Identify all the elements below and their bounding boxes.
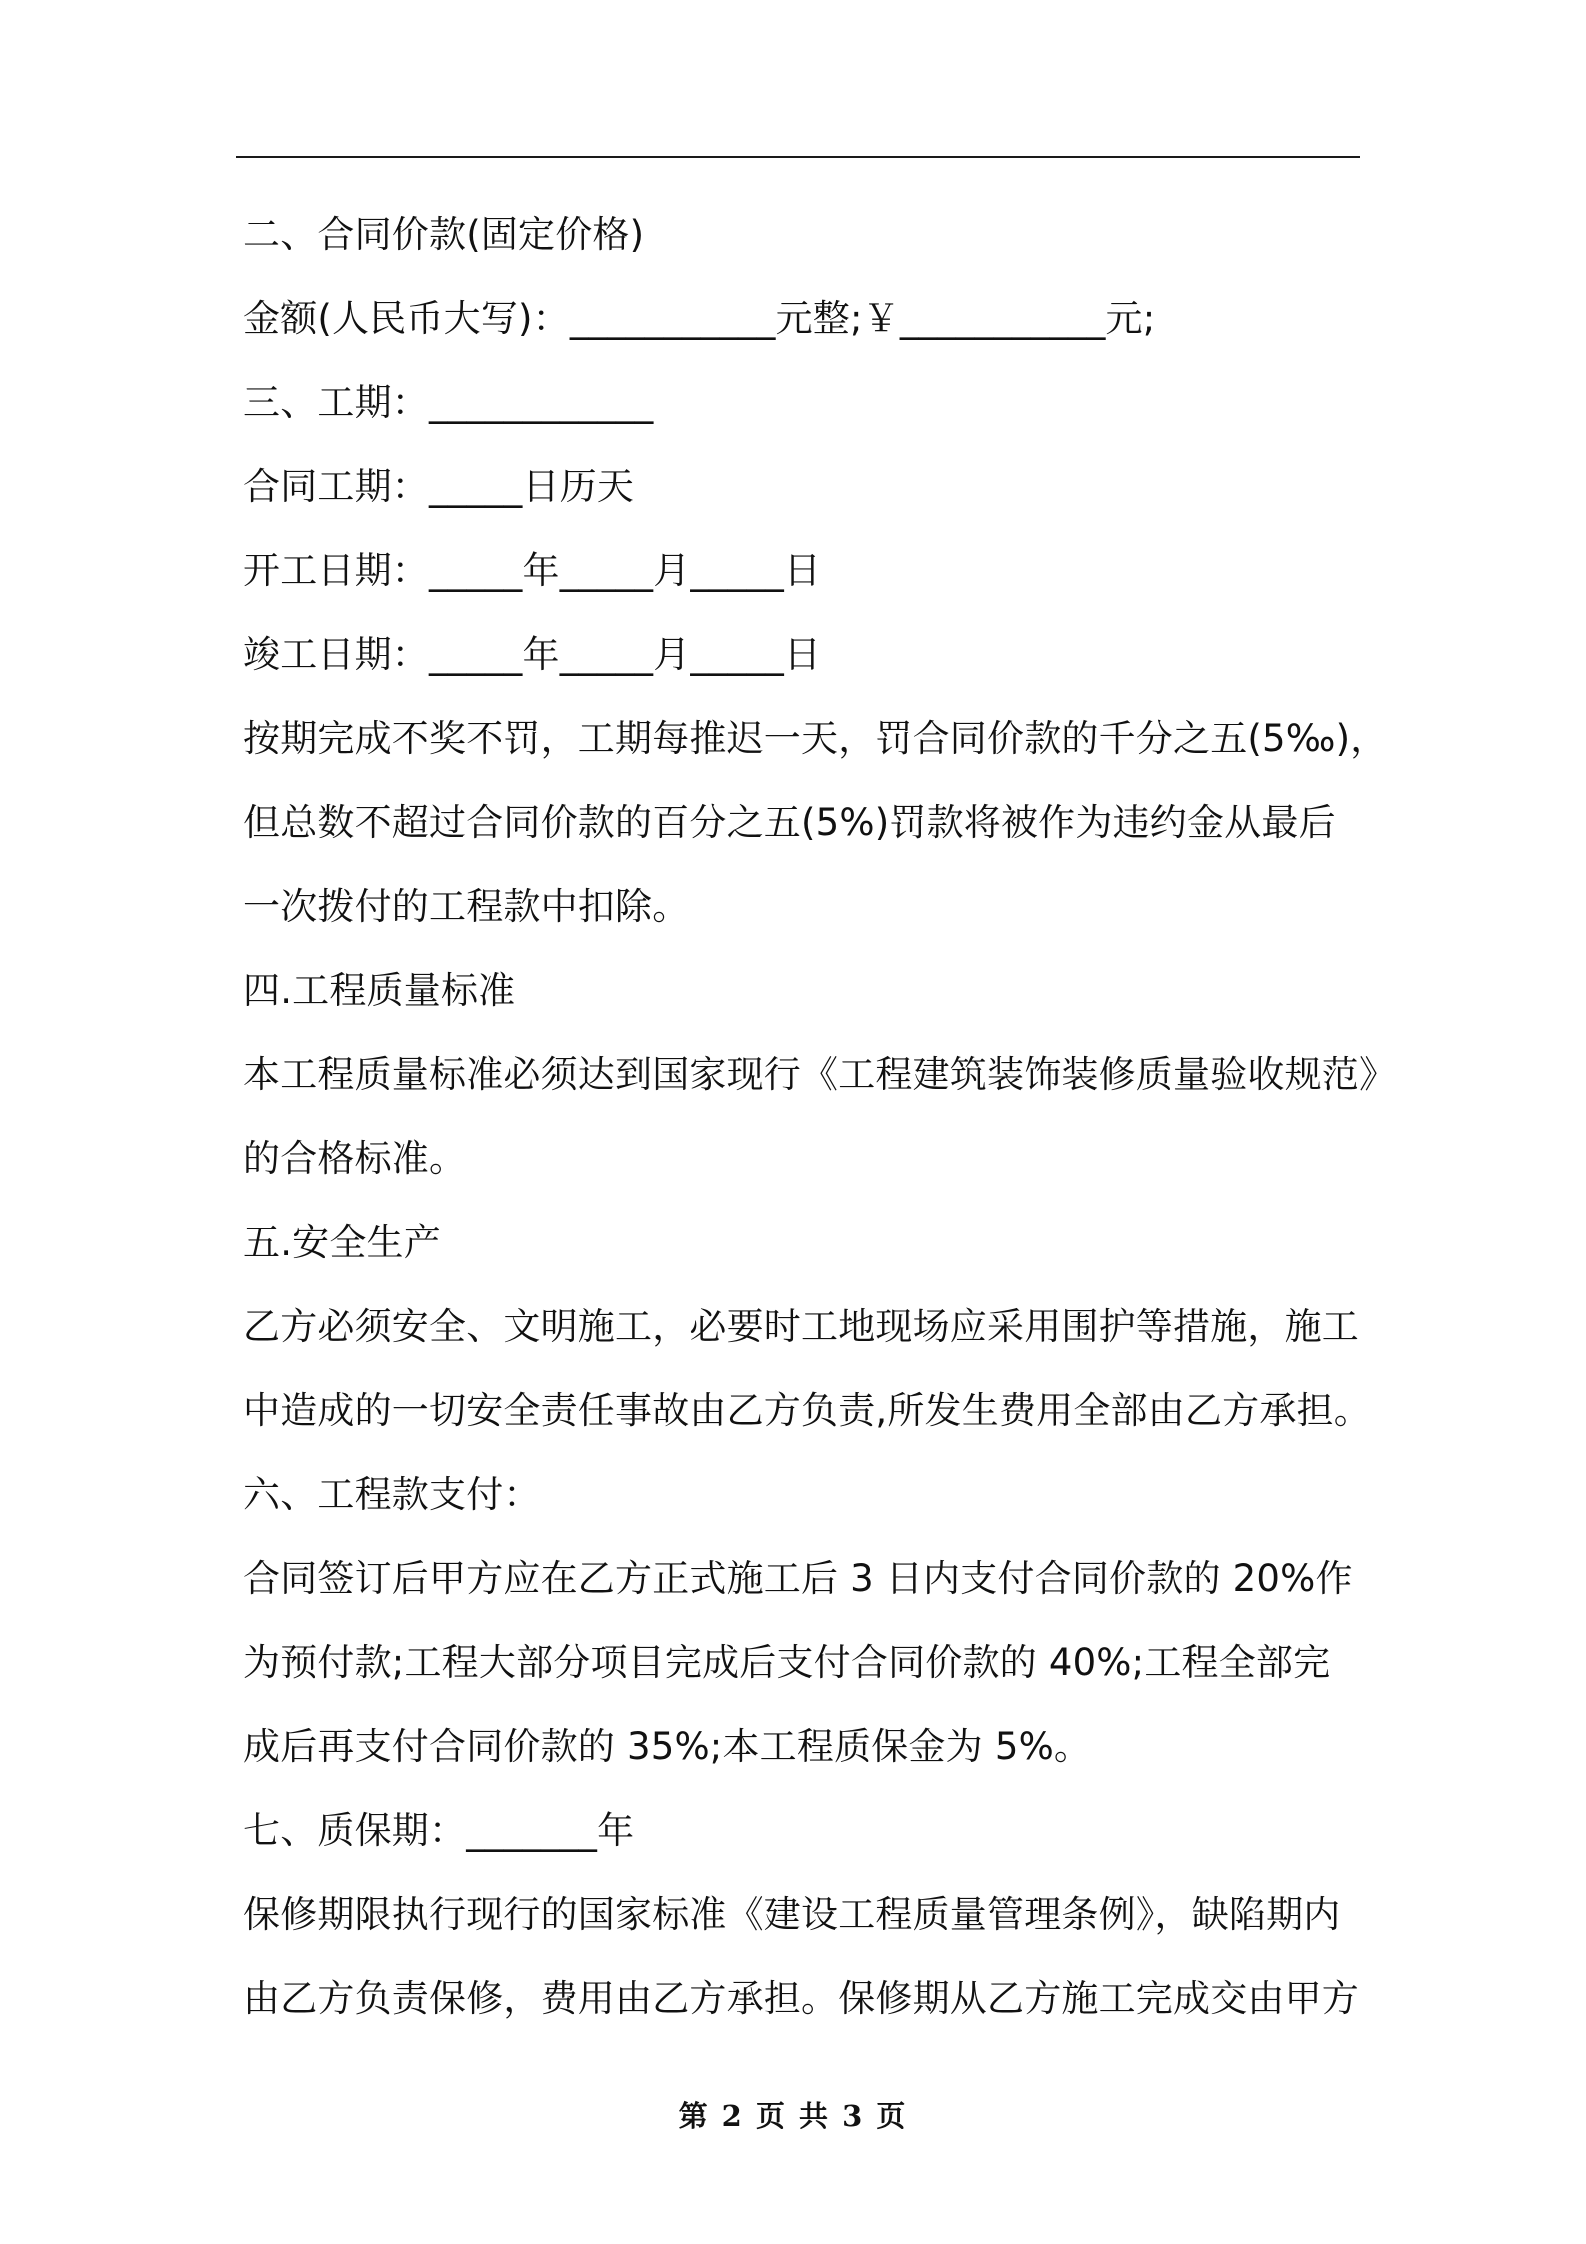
penalty-paragraph-line-1: 按期完成不奖不罚，工期每推迟一天，罚合同价款的千分之五(5‰)， [243, 717, 1388, 760]
section-heading-safety: 五.安全生产 [243, 1221, 441, 1264]
amount-line: 金额(人民币大写)：___________元整;￥___________元; [243, 297, 1156, 340]
section-heading-contract-price: 二、合同价款(固定价格) [243, 213, 645, 256]
quality-paragraph-line-2: 的合格标准。 [243, 1137, 467, 1180]
payment-paragraph-line-3: 成后再支付合同价款的 35%;本工程质保金为 5%。 [243, 1725, 1092, 1768]
payment-paragraph-line-2: 为预付款;工程大部分项目完成后支付合同价款的 40%;工程全部完 [243, 1641, 1331, 1684]
safety-paragraph-line-1: 乙方必须安全、文明施工，必要时工地现场应采用围护等措施，施工 [243, 1305, 1359, 1348]
payment-paragraph-line-1: 合同签订后甲方应在乙方正式施工后 3 日内支付合同价款的 20%作 [243, 1557, 1353, 1600]
completion-date-line: 竣工日期：_____年_____月_____日 [243, 633, 822, 676]
section-heading-quality-standard: 四.工程质量标准 [243, 969, 516, 1012]
safety-paragraph-line-2: 中造成的一切安全责任事故由乙方负责,所发生费用全部由乙方承担。 [243, 1389, 1371, 1432]
contract-duration-line: 合同工期：_____日历天 [243, 465, 635, 508]
start-date-line: 开工日期：_____年_____月_____日 [243, 549, 822, 592]
warranty-paragraph-line-1: 保修期限执行现行的国家标准《建设工程质量管理条例》，缺陷期内 [243, 1893, 1341, 1936]
warranty-paragraph-line-2: 由乙方负责保修，费用由乙方承担。保修期从乙方施工完成交由甲方 [243, 1977, 1359, 2020]
page-number: 第 2 页 共 3 页 [678, 2099, 908, 2133]
document-body [243, 193, 1397, 2041]
penalty-paragraph-line-3: 一次拨付的工程款中扣除。 [243, 885, 690, 928]
header-rule [236, 156, 1360, 158]
penalty-paragraph-line-2: 但总数不超过合同价款的百分之五(5%)罚款将被作为违约金从最后 [243, 801, 1336, 844]
section-heading-duration: 三、工期：____________ [243, 381, 654, 424]
section-heading-warranty: 七、质保期：_______年 [243, 1809, 635, 1852]
section-heading-payment: 六、工程款支付： [243, 1473, 541, 1516]
quality-paragraph-line-1: 本工程质量标准必须达到国家现行《工程建筑装饰装修质量验收规范》 [243, 1053, 1397, 1096]
